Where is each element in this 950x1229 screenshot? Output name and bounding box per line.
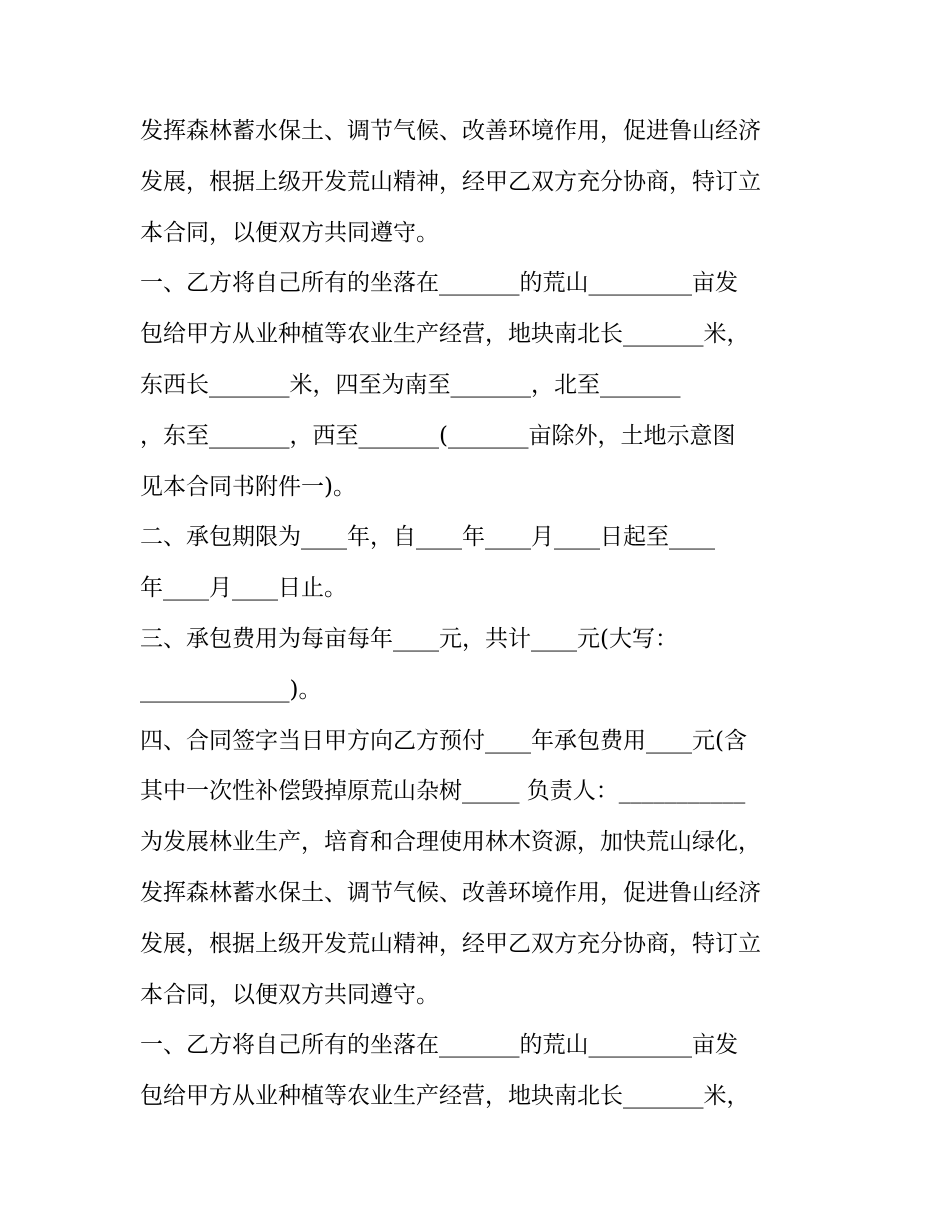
text-line: ，东至_______，西至_______(_______亩除外，土地示意图 <box>140 422 736 449</box>
contract-text <box>140 106 820 1122</box>
text-line: 发展，根据上级开发荒山精神，经甲乙双方充分协商，特订立 <box>140 168 761 195</box>
text-line: 其中一次性补偿毁掉原荒山杂树_____ 负责人：___________ <box>140 778 746 805</box>
text-line: 包给甲方从业种植等农业生产经营，地块南北长_______米， <box>140 1083 750 1110</box>
text-line: 发展，根据上级开发荒山精神，经甲乙双方充分协商，特订立 <box>140 930 761 957</box>
text-line: _____________)。 <box>140 676 322 703</box>
clause-4-line: 四、合同签字当日甲方向乙方预付____年承包费用____元(含 <box>140 727 747 754</box>
text-line: 本合同，以便双方共同遵守。 <box>140 981 439 1008</box>
clause-3-line: 三、承包费用为每亩每年____元，共计____元(大写： <box>140 625 678 652</box>
clause-2-line: 二、承包期限为____年，自____年____月____日起至____ <box>140 524 715 551</box>
text-line: 发挥森林蓄水保土、调节气候、改善环境作用，促进鲁山经济 <box>140 879 761 906</box>
text-line: 包给甲方从业种植等农业生产经营，地块南北长_______米， <box>140 321 750 348</box>
clause-1-line: 一、乙方将自己所有的坐落在_______的荒山_________亩发 <box>140 270 738 297</box>
text-line: 为发展林业生产，培育和合理使用林木资源，加快荒山绿化， <box>140 829 761 856</box>
text-line: 东西长_______米，四至为南至_______，北至_______ <box>140 371 681 398</box>
text-line: 发挥森林蓄水保土、调节气候、改善环境作用，促进鲁山经济 <box>140 118 761 144</box>
clause-1-line: 一、乙方将自己所有的坐落在_______的荒山_________亩发 <box>140 1032 738 1059</box>
text-line: 见本合同书附件一)。 <box>140 473 356 500</box>
text-line: 年____月____日止。 <box>140 575 347 602</box>
text-line: 本合同，以便双方共同遵守。 <box>140 219 439 246</box>
